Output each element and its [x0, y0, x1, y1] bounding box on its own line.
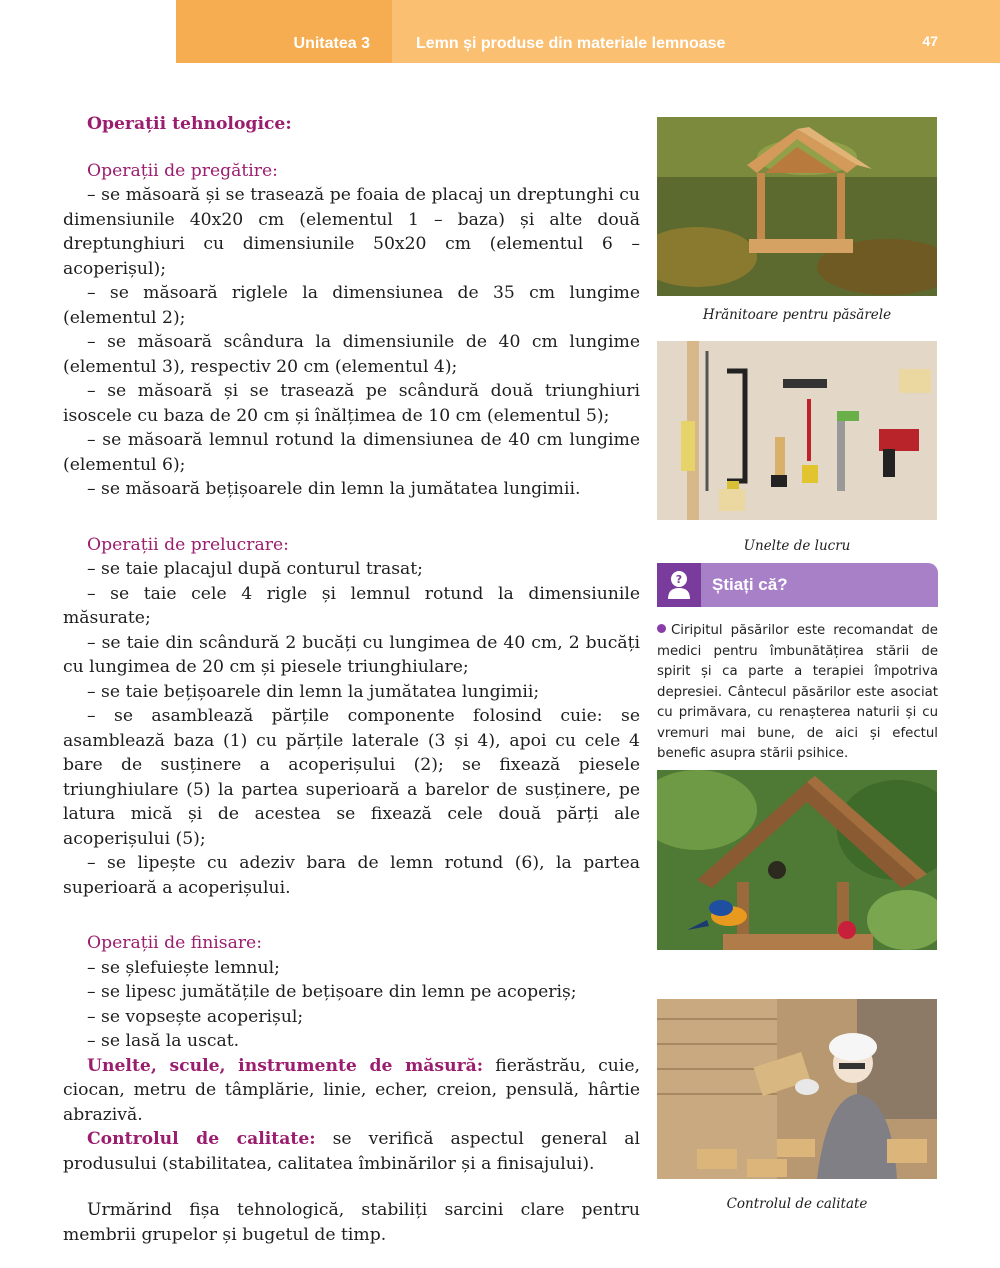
- page-header: [176, 0, 1000, 63]
- page-number: 47: [922, 33, 938, 49]
- bird-on-feeder-photo: [657, 770, 937, 950]
- caption-quality: Controlul de calitate: [726, 1196, 868, 1212]
- quality-control-photo: [657, 999, 937, 1179]
- proc-title: Operații de prelucrare:: [87, 534, 289, 555]
- bird-feeder-photo: [657, 117, 937, 296]
- list-item: – se lipesc jumătățile de bețișoare din lemn pe acoperiș;: [87, 982, 577, 1002]
- list-item: – se asamblează părțile componente folosind cuie: se asamblează baza (1) cu părțile laterale (3 și 4), apoi cu cele 4 bare de susținere a acoperișului (2); se fixează piesele triunghiulare (5) la partea superioară a barelor de susținere, pe latura mică și de acestea se fixează cele două părți ale acoperișului (5);: [63, 706, 640, 849]
- tools-label: Unelte, scule, instrumente de măsură:: [87, 1055, 484, 1076]
- question-person-icon: [657, 563, 701, 607]
- unit-label: Unitatea 3: [176, 0, 392, 63]
- prep-title: Operații de pregătire:: [87, 160, 278, 181]
- list-item: – se lipește cu adeziv bara de lemn rotund (6), la partea superioară a acoperișului.: [63, 853, 640, 898]
- finish-title: Operații de finisare:: [87, 933, 263, 953]
- list-item: – se taie din scândură 2 bucăți cu lungimea de 40 cm, 2 bucăți cu lungimea de 20 cm și piesele triunghiulare;: [63, 632, 640, 677]
- list-item: – se măsoară bețișoarele din lemn la jumătatea lungimii.: [87, 479, 581, 499]
- did-you-know-banner: [657, 563, 938, 607]
- list-item: – se lasă la uscat.: [87, 1031, 240, 1051]
- tools-text: fierăstrău, cuie, ciocan, metru de tâmplărie, linie, echer, creion, pensulă, hârtie abrazivă.: [63, 1055, 641, 1125]
- list-item: – se măsoară lemnul rotund la dimensiunea de 40 cm lungime (elementul 6);: [63, 430, 640, 475]
- bullet-dot-icon: [657, 624, 666, 633]
- qc-text: se verifică aspectul general al produsului (stabilitatea, calitatea îmbinărilor și a finisajului).: [63, 1129, 640, 1174]
- chapter-title: Lemn și produse din materiale lemnoase: [416, 35, 726, 52]
- list-item: – se taie placajul după conturul trasat;: [87, 559, 423, 579]
- tools-paragraph: [63, 1054, 640, 1128]
- qc-paragraph: [63, 1127, 640, 1176]
- list-item: – se măsoară scândura la dimensiunile de 40 cm lungime (elementul 3), respectiv 20 cm (elementul 4);: [63, 332, 640, 377]
- main-column: [63, 112, 640, 1247]
- did-you-know-text: [657, 621, 938, 765]
- note-body: Ciripitul păsărilor este recomandat de medici pentru îmbunătățirea stării de spirit și ca parte a terapiei împotriva depresiei. Cântecul păsărilor este asociat cu primăvara, cu renașterea naturii și cu vremuri mai bune, de aici și efectul benefic asupra stării psihice.: [657, 623, 938, 761]
- closing-paragraph: Urmărind fișa tehnologică, stabiliți sarcini clare pentru membrii grupelor și bugetul de timp.: [63, 1200, 640, 1245]
- tools-photo: [657, 341, 937, 520]
- svg-text:?: ?: [675, 573, 683, 586]
- did-you-know-title: Știați că?: [712, 575, 788, 594]
- caption-tools: Unelte de lucru: [743, 538, 851, 554]
- caption-feeder: Hrănitoare pentru păsărele: [702, 307, 892, 323]
- qc-label: Controlul de calitate:: [87, 1129, 316, 1149]
- list-item: – se măsoară riglele la dimensiunea de 35 cm lungime (elementul 2);: [63, 283, 640, 328]
- list-item: – se taie cele 4 rigle și lemnul rotund la dimensiunile măsurate;: [63, 583, 640, 628]
- list-item: – se șlefuiește lemnul;: [87, 957, 280, 978]
- list-item: – se măsoară și se trasează pe scândură două triunghiuri isoscele cu baza de 20 cm și înălțimea de 10 cm (elementul 5);: [63, 381, 640, 426]
- list-item: – se vopsește acoperișul;: [87, 1006, 304, 1027]
- section-heading: Operații tehnologice:: [87, 114, 292, 134]
- list-item: – se taie bețișoarele din lemn la jumătatea lungimii;: [87, 681, 540, 702]
- list-item: – se măsoară și se trasează pe foaia de placaj un dreptunghi cu dimensiunile 40x20 cm (elementul 1 – baza) și alte două dreptunghiuri cu dimensiunile 50x20 cm (elementul 6 – acoperișul);: [63, 185, 640, 279]
